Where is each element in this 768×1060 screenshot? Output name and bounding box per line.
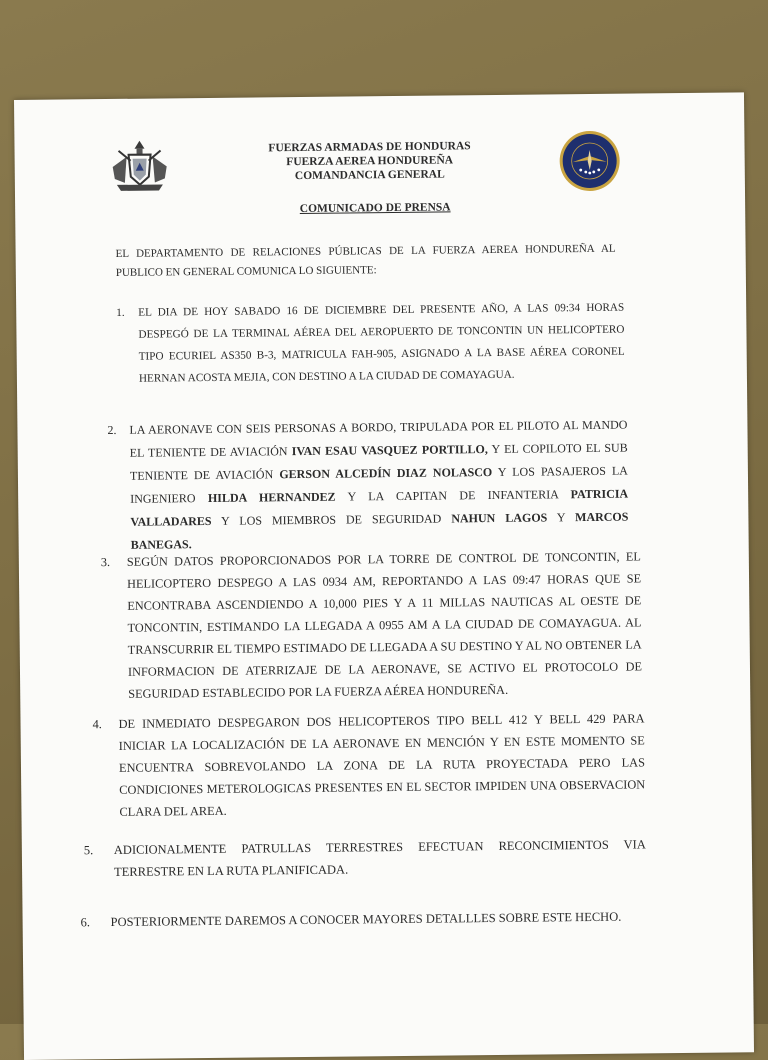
passenger-name: PATRICIA VALLADARES <box>130 486 629 529</box>
item-number: 3. <box>100 555 111 570</box>
header-line-2: FUERZA AEREA HONDUREÑA <box>286 154 454 169</box>
item-number: 5. <box>83 843 94 858</box>
coat-of-arms-icon <box>108 136 171 195</box>
text-segment: Y LOS PASAJEROS LA INGENIERO <box>130 463 628 506</box>
security-member-name: NAHUN LAGOS <box>451 510 548 526</box>
security-member-name: MARCOS BANEGAS. <box>130 509 629 552</box>
text-segment: Y EL COPILOTO EL SUB TENIENTE DE AVIACIÓN <box>129 440 628 483</box>
item-number: 2. <box>107 422 117 438</box>
text-segment: Y LA CAPITAN DE INFANTERIA <box>335 487 571 504</box>
copilot-name: GERSON ALCEDÍN DIAZ NOLASCO <box>279 465 493 482</box>
list-item-2 <box>107 414 628 557</box>
item-text: POSTERIORMENTE DAREMOS A CONOCER MAYORES DETALLLES SOBRE ESTE HECHO. <box>110 909 622 930</box>
passenger-name: HILDA HERNANDEZ <box>207 489 336 505</box>
list-item-5 <box>84 833 646 883</box>
fuerza-aerea-hondurena-emblem <box>558 130 621 193</box>
document-header <box>204 139 534 184</box>
text-segment: Y <box>547 510 576 525</box>
item-text: SEGÚN DATOS PROPORCIONADOS POR LA TORRE DE CONTROL DE TONCONTIN, EL HELICOPTERO DESPEGO A LAS 0934 AM, REPORTANDO A LAS 09:47 HORAS QUE SE ENCONTRABA ASCENDIENDO A 10,000 PIES Y A 11 MILLAS NAUTICAS AL OESTE DE TONCONTIN, ESTIMANDO LA LLEGADA A 0955 AM A LA CIUDAD DE COMAYAGUA. AL TRANSCURRIR EL TIEMPO ESTIMADO DE LLEGADA A SU DESTINO Y AL NO OBTENER LA INFORMACION DE ATERRIZAJE DE LA AERONAVE, SE ACTIVO EL PROTOCOLO DE SEGURIDAD ESTABLECIDO POR LA FUERZA AÉREA HONDUREÑA. <box>126 549 643 701</box>
text-segment: Y LOS MIEMBROS DE SEGURIDAD <box>211 511 452 528</box>
header-line-1: FUERZAS ARMADAS DE HONDURAS <box>268 140 471 155</box>
item-text: EL DIA DE HOY SABADO 16 DE DICIEMBRE DEL PRESENTE AÑO, A LAS 09:34 HORAS DESPEGÓ DE LA TERMINAL AÉREA DEL AEROPUERTO DE TONCONTIN UN HELICOPTERO TIPO ECURIEL AS350 B-3, MATRICULA FAH-905, ASIGNADO A LA BASE AÉREA CORONEL HERNAN ACOSTA MEJIA, CON DESTINO A LA CIUDAD DE COMAYAGUA. <box>138 301 625 385</box>
item-text: DE INMEDIATO DESPEGARON DOS HELICOPTEROS TIPO BELL 412 Y BELL 429 PARA INICIAR LA LOCALIZACIÓN DE LA AERONAVE EN MENCIÓN Y EN ESTE MOMENTO SE ENCUENTRA SOBREVOLANDO LA ZONA DE LA RUTA PROYECTADA PERO LAS CONDICIONES METEROLOGICAS PRESENTES EN EL SECTOR IMPIDEN UNA OBSERVACION CLARA DEL AREA. <box>118 711 646 819</box>
list-item-3 <box>101 545 643 705</box>
item-text <box>129 414 628 557</box>
item-number: 6. <box>80 915 91 930</box>
text-segment: LA AERONAVE CON SEIS PERSONAS A BORDO, TRIPULADA POR EL PILOTO AL MANDO EL TENIENTE DE AVIACIÓN <box>129 417 628 460</box>
item-number: 1. <box>116 306 125 319</box>
list-item-4 <box>92 707 645 823</box>
list-item-1 <box>116 297 625 390</box>
pilot-name: IVAN ESAU VASQUEZ PORTILLO, <box>291 442 488 459</box>
list-item-6 <box>80 905 660 933</box>
document-page <box>14 92 754 1060</box>
page-title: COMUNICADO DE PRENSA <box>299 201 451 216</box>
header-line-3: COMANDANCIA GENERAL <box>294 168 445 183</box>
intro-paragraph: EL DEPARTAMENTO DE RELACIONES PÚBLICAS DE LA FUERZA AEREA HONDUREÑA AL PUBLICO EN GENERAL COMUNICA LO SIGUIENTE: <box>115 242 616 279</box>
item-number: 4. <box>92 717 102 732</box>
item-text: ADICIONALMENTE PATRULLAS TERRESTRES EFECTUAN RECONCIMIENTOS VIA TERRESTRE EN LA RUTA PLANIFICADA. <box>113 837 646 879</box>
